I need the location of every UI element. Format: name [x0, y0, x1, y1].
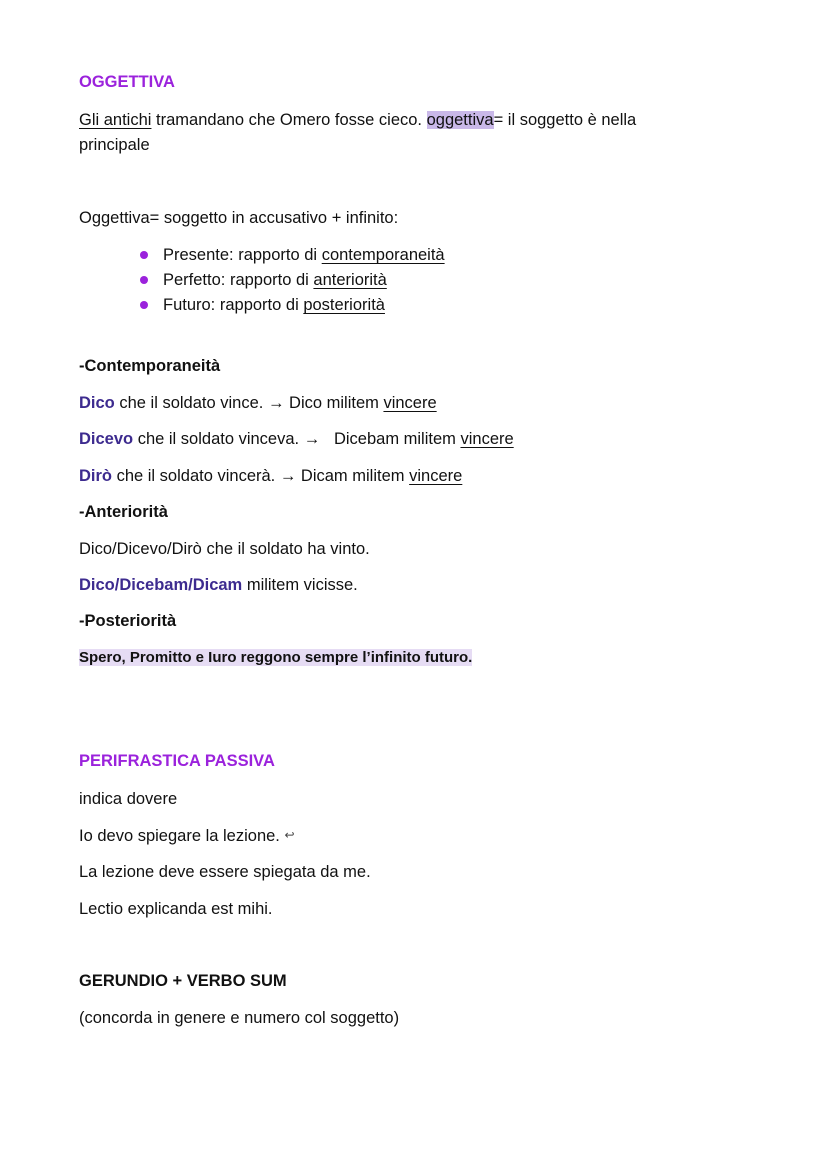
bullet-dot-icon	[140, 251, 148, 259]
return-arrow-icon: ↩	[284, 828, 295, 842]
arrow-right-icon: →	[303, 430, 321, 448]
posteriorita-note	[79, 647, 472, 669]
arrow-right-icon: →	[267, 394, 285, 412]
section-heading-oggettiva: OGGETTIVA	[79, 73, 175, 91]
subheading-contemporaneita: -Contemporaneità	[79, 357, 221, 375]
section-heading-perifrastica: PERIFRASTICA PASSIVA	[79, 752, 275, 770]
highlighted-note: Spero, Promitto e Iuro reggono sempre l’infinito futuro.	[79, 649, 473, 666]
example-row: Dirò che il soldato vincerà. → Dicam militem vincere	[79, 467, 463, 485]
list-item: Presente: rapporto di contemporaneità	[140, 243, 445, 268]
subject-underlined: Gli antichi	[79, 111, 152, 129]
bullet-dot-icon	[140, 276, 148, 284]
example-row: Dicevo che il soldato vinceva. → Dicebam militem vincere	[79, 430, 514, 448]
gerundio-note: (concorda in genere e numero col soggetto)	[79, 1009, 400, 1027]
perifrastica-line: Io devo spiegare la lezione. ↩	[79, 827, 295, 845]
oggettiva-rule: Oggettiva= soggetto in accusativo + infinito:	[79, 209, 399, 227]
section-heading-gerundio: GERUNDIO + VERBO SUM	[79, 972, 287, 990]
example-row: Dico che il soldato vince. → Dico militem vincere	[79, 394, 437, 412]
arrow-right-icon: →	[279, 467, 297, 485]
tense-bullet-list	[140, 243, 445, 318]
anteriorita-latin-line: Dico/Dicebam/Dicam militem vicisse.	[79, 576, 358, 594]
perifrastica-line: La lezione deve essere spiegata da me.	[79, 863, 371, 881]
anteriorita-line: Dico/Dicevo/Dirò che il soldato ha vinto.	[79, 540, 370, 558]
oggettiva-tag-highlight: oggettiva	[426, 111, 494, 129]
bullet-dot-icon	[140, 301, 148, 309]
example-rest: tramandano che Omero fosse cieco.	[151, 111, 427, 129]
subheading-posteriorita: -Posteriorità	[79, 612, 177, 630]
subheading-anteriorita: -Anteriorità	[79, 503, 168, 521]
example-sentence	[79, 109, 636, 131]
example-note: = il soggetto è nella	[493, 111, 637, 129]
list-item: Perfetto: rapporto di anteriorità	[140, 268, 445, 293]
list-item: Futuro: rapporto di posteriorità	[140, 293, 445, 318]
perifrastica-line: indica dovere	[79, 790, 178, 808]
example-note-continued: principale	[79, 136, 150, 154]
perifrastica-line: Lectio explicanda est mihi.	[79, 900, 273, 918]
